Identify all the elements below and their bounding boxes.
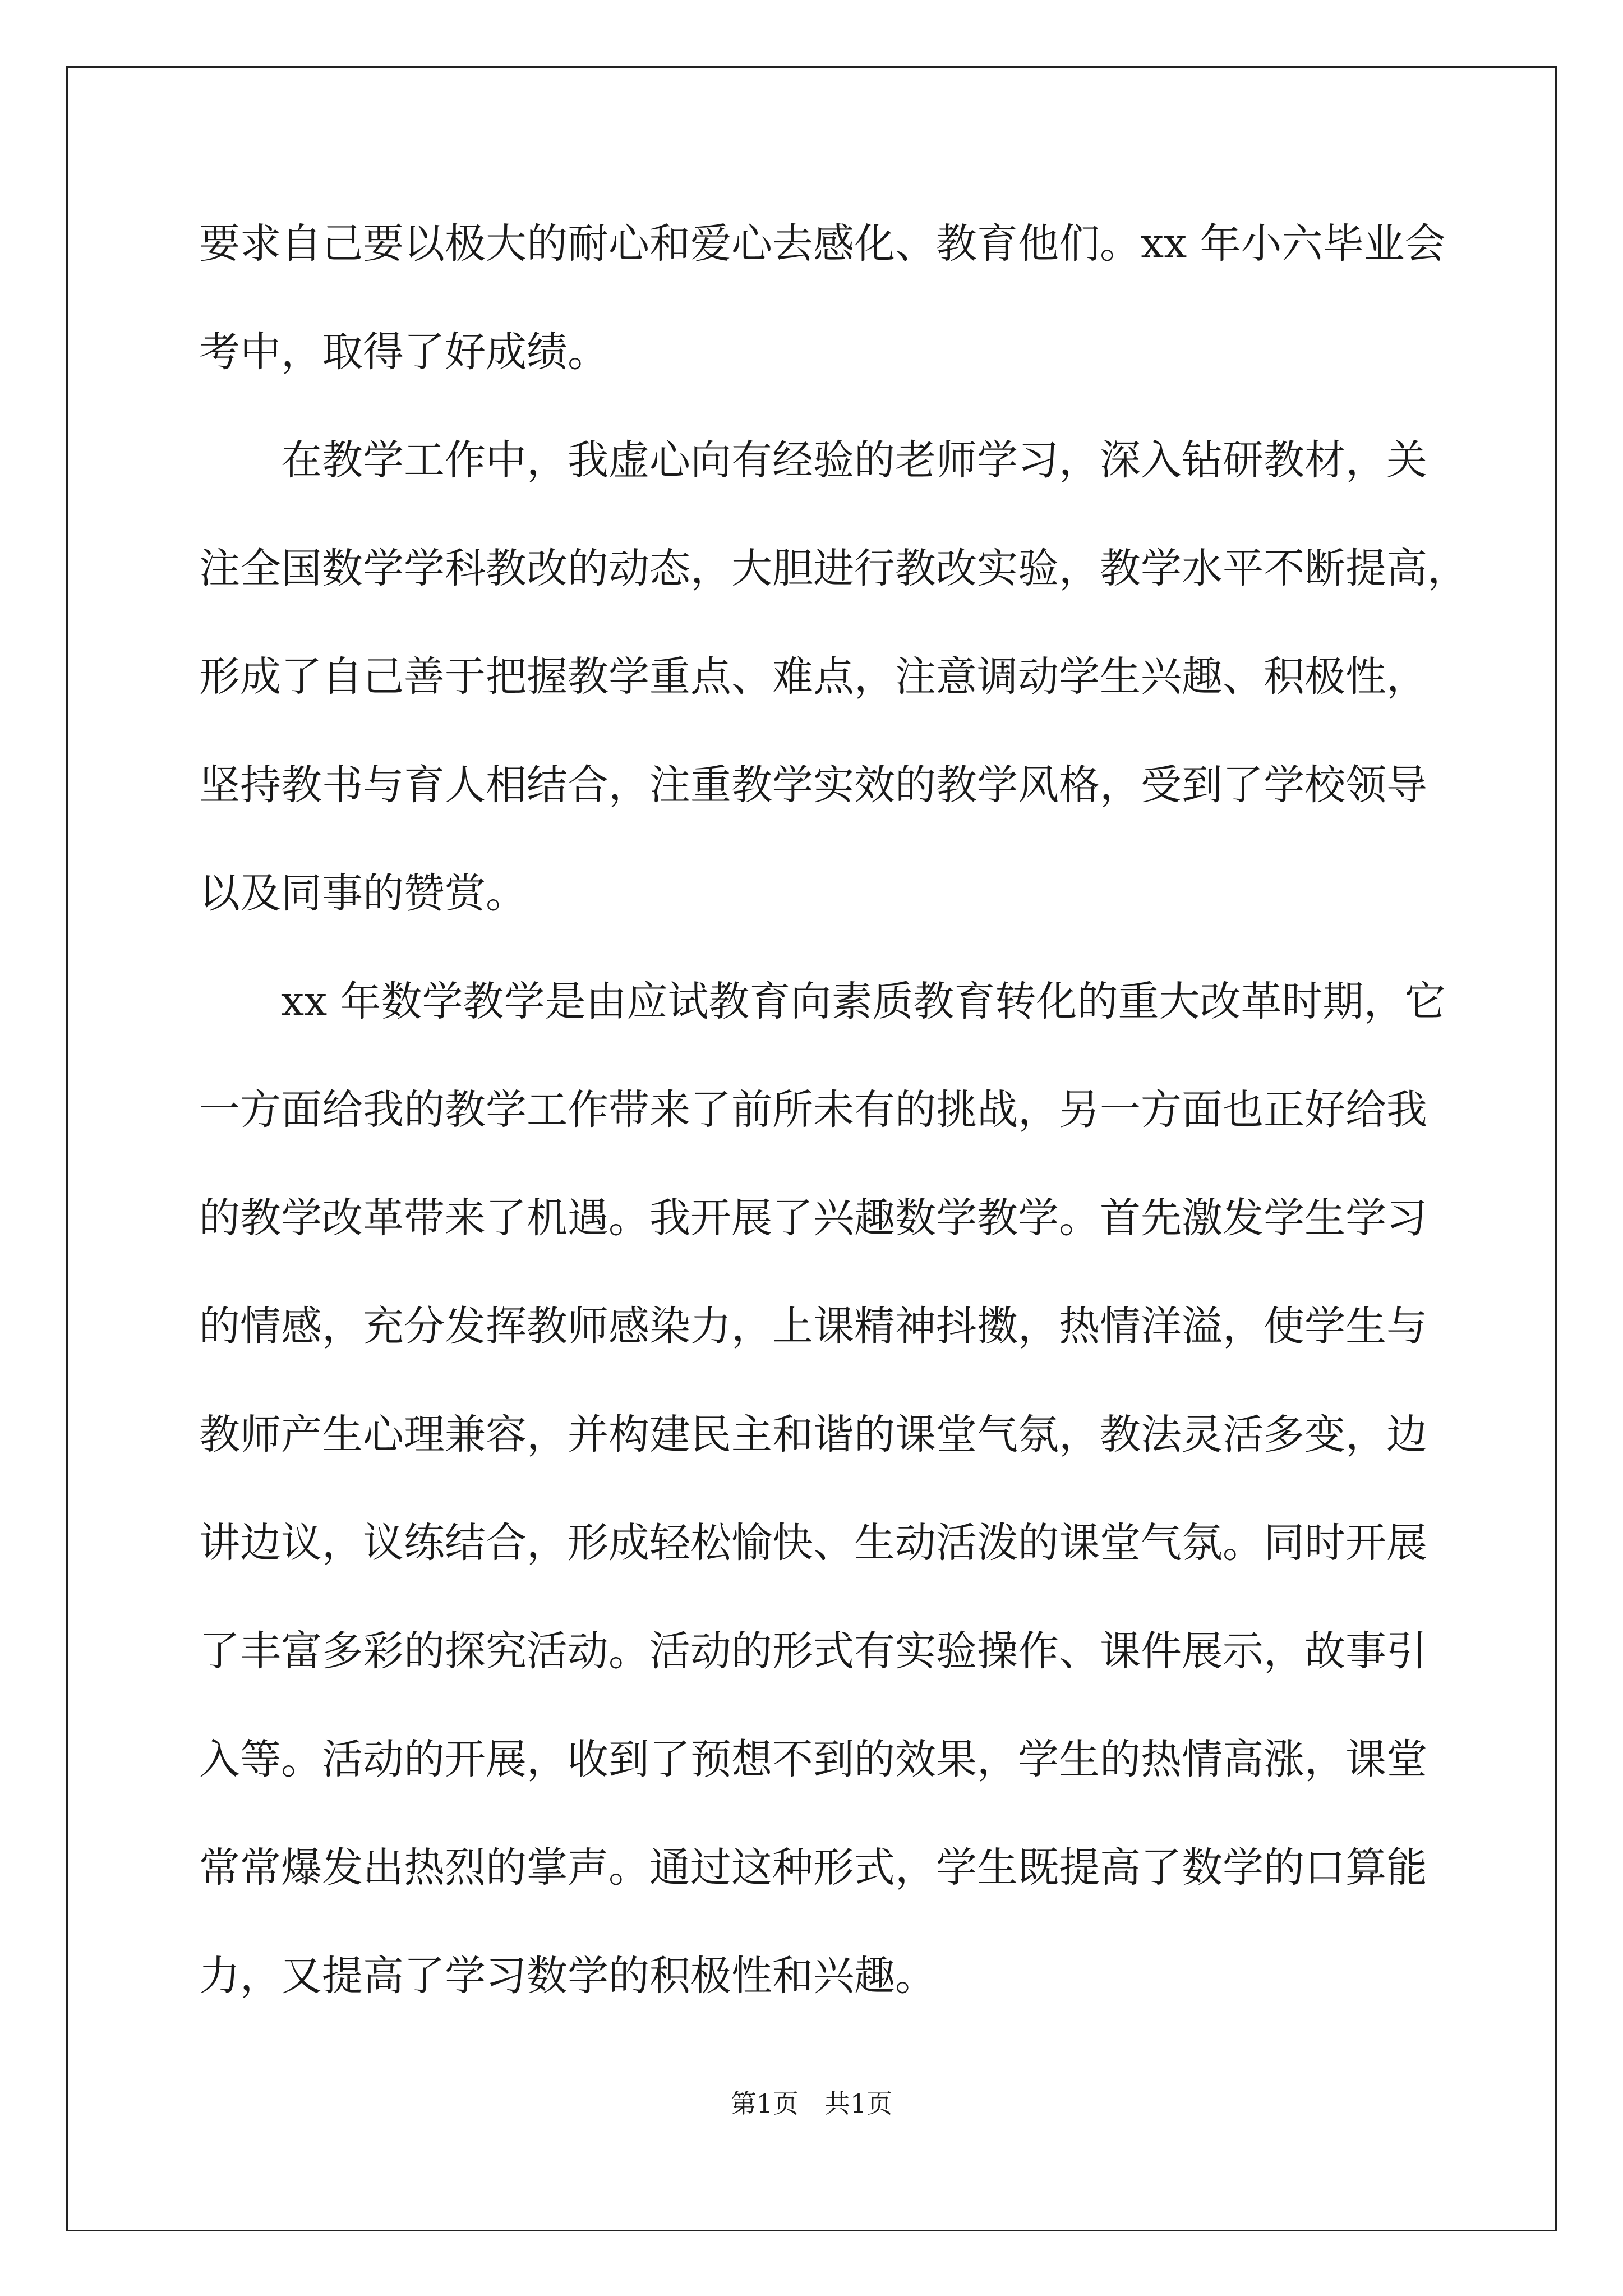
text-line: 常常爆发出热烈的掌声。通过这种形式，学生既提高了数学的口算能 xyxy=(199,1844,1427,1892)
text-line: 的情感，充分发挥教师感染力，上课精神抖擞，热情洋溢，使学生与 xyxy=(199,1303,1427,1350)
text-line: 形成了自己善于把握教学重点、难点，注意调动学生兴趣、积极性， xyxy=(199,653,1427,701)
text-line: 教师产生心理兼容，并构建民主和谐的课堂气氛，教法灵活多变，边 xyxy=(199,1411,1427,1458)
text-line: 的教学改革带来了机遇。我开展了兴趣数学教学。首先激发学生学习 xyxy=(199,1194,1427,1242)
text-line: 坚持教书与育人相结合，注重教学实效的教学风格，受到了学校领导 xyxy=(199,761,1427,809)
text-line: 力，又提高了学习数学的积极性和兴趣。 xyxy=(199,1952,936,2000)
text-line: 一方面给我的教学工作带来了前所未有的挑战，另一方面也正好给我 xyxy=(199,1086,1427,1134)
page-footer: 第1页 共1页 xyxy=(730,2088,893,2119)
page-border xyxy=(66,66,1557,2231)
paragraph-first-line: 在教学工作中，我虚心向有经验的老师学习，深入钻研教材，关 xyxy=(281,436,1427,484)
text-line: 考中，取得了好成绩。 xyxy=(199,328,608,376)
text-line: 以及同事的赞赏。 xyxy=(199,869,527,917)
paragraph-first-line: xx 年数学教学是由应试教育向素质教育转化的重大改革时期，它 xyxy=(281,978,1446,1025)
text-line: 注全国数学学科教改的动态，大胆进行教改实验，教学水平不断提高， xyxy=(199,545,1468,592)
text-line: 讲边议，议练结合，形成轻松愉快、生动活泼的课堂气氛。同时开展 xyxy=(199,1519,1427,1567)
text-line: 了丰富多彩的探究活动。活动的形式有实验操作、课件展示，故事引 xyxy=(199,1627,1427,1675)
text-line: 要求自己要以极大的耐心和爱心去感化、教育他们。xx 年小六毕业会 xyxy=(199,220,1446,268)
text-line: 入等。活动的开展，收到了预想不到的效果，学生的热情高涨，课堂 xyxy=(199,1736,1427,1783)
